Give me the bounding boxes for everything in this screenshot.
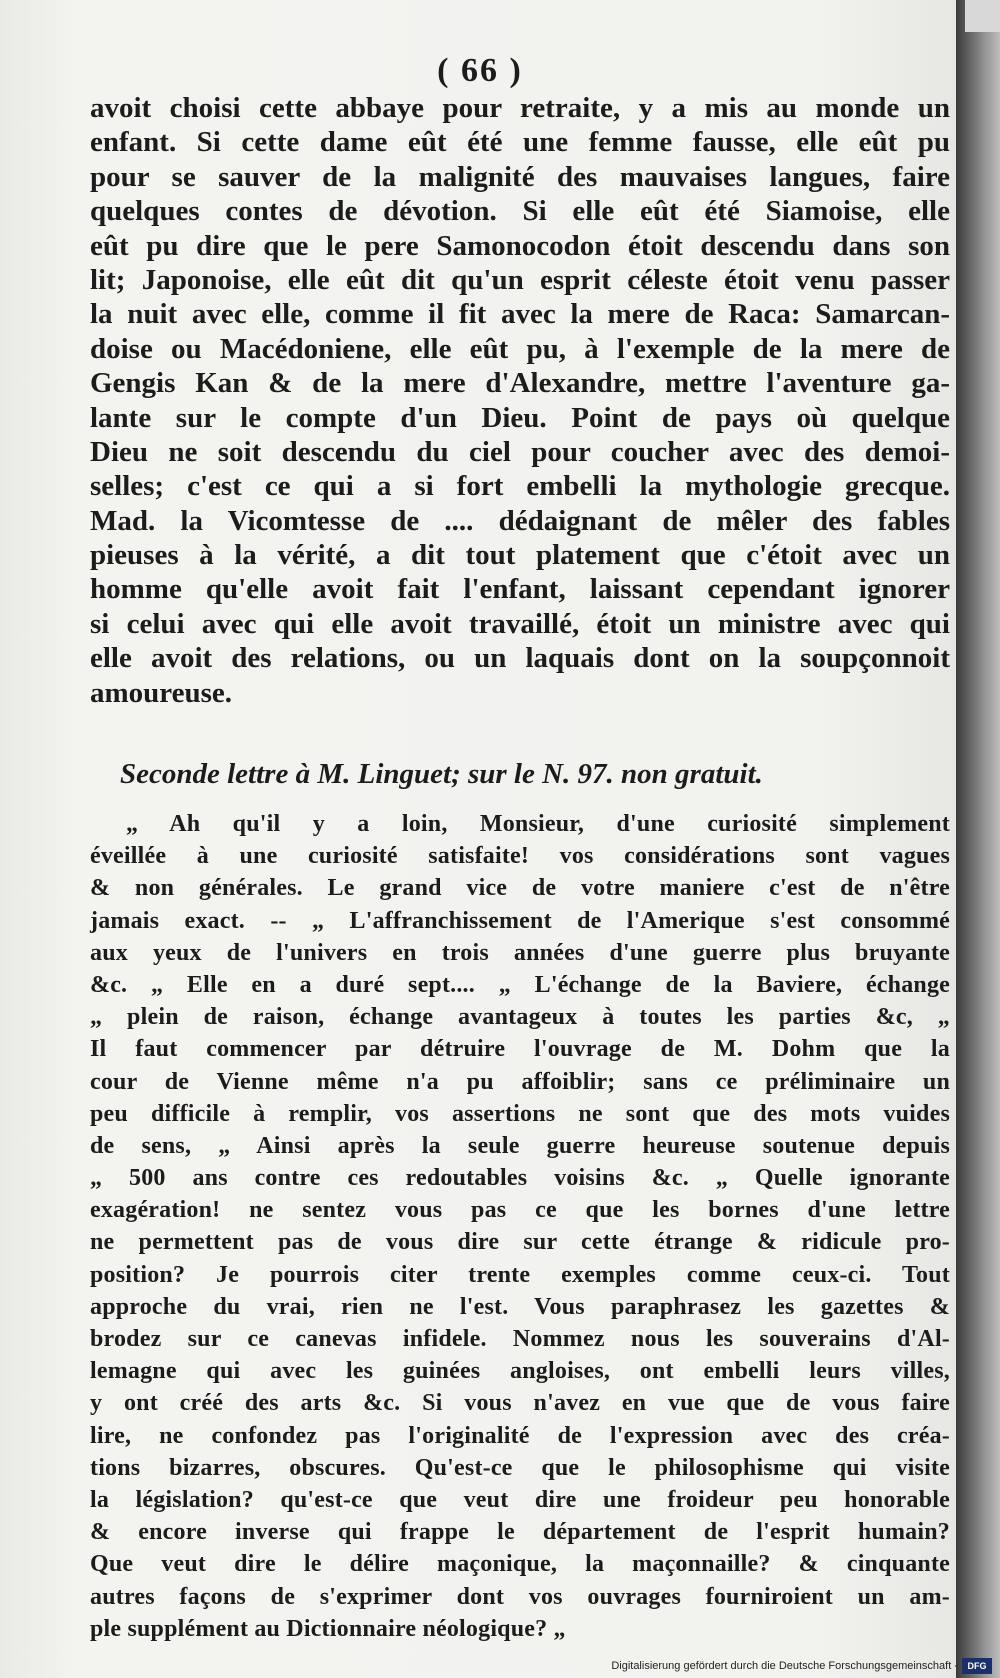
text-line: avoit choisi cette abbaye pour retraite, y a mis au monde un bbox=[90, 92, 950, 124]
text-line: lemagne qui avec les guinées angloises, ont embelli leurs villes, bbox=[90, 1358, 950, 1385]
text-line: Gengis Kan & de la mere d'Alexandre, mettre l'aventure ga- bbox=[90, 367, 950, 400]
text-line: & non générales. Le grand vice de votre maniere c'est de n'être bbox=[90, 875, 950, 902]
text-line: &c. „ Elle en a duré sept.... „ L'échange de la Baviere, échange bbox=[90, 971, 950, 998]
text-line: la législation? qu'est-ce que veut dire une froideur peu honorable bbox=[90, 1486, 950, 1513]
text-line: enfant. Si cette dame eût été une femme fausse, elle eût pu bbox=[90, 126, 950, 159]
digitization-credit: Digitalisierung gefördert durch die Deutsche Forschungsgemeinschaft - bbox=[611, 1660, 958, 1672]
text-line: Que veut dire le délire maçonique, la maçonnaille? & cinquante bbox=[90, 1551, 950, 1578]
text-line: y ont créé des arts &c. Si vous n'avez en vue que de vous faire bbox=[90, 1390, 950, 1417]
paragraph-1 bbox=[90, 91, 950, 710]
text-line: pour se sauver de la malignité des mauvaises langues, faire bbox=[90, 160, 950, 193]
text-line: de sens, „ Ainsi après la seule guerre heureuse soutenue depuis bbox=[90, 1132, 950, 1159]
text-line: position? Je pourrois citer trente exemples comme ceux-ci. Tout bbox=[90, 1261, 950, 1288]
text-line: tions bizarres, obscures. Qu'est-ce que le philosophisme qui visite bbox=[90, 1454, 950, 1481]
text-line: „ 500 ans contre ces redoutables voisins &c. „ Quelle ignorante bbox=[90, 1165, 950, 1192]
text-line: lante sur le compte d'un Dieu. Point de pays où quelque bbox=[90, 401, 950, 434]
text-line: ple supplément au Dictionnaire néologique? „ bbox=[90, 1615, 566, 1642]
text-line: lit; Japonoise, elle eût dit qu'un esprit céleste étoit venu passer bbox=[90, 263, 950, 296]
text-line: si celui avec qui elle avoit travaillé, étoit un ministre avec qui bbox=[90, 607, 950, 640]
text-line: doise ou Macédoniene, elle eût pu, à l'exemple de la mere de bbox=[90, 332, 950, 365]
page-edge-top bbox=[965, 0, 1000, 32]
text-line: éveillée à une curiosité satisfaite! vos considérations sont vagues bbox=[90, 843, 950, 870]
text-line: brodez sur ce canevas infidele. Nommez nous les souverains d'Al- bbox=[90, 1326, 950, 1352]
text-line: amoureuse. bbox=[90, 676, 233, 709]
text-line: approche du vrai, rien ne l'est. Vous paraphrasez les gazettes & bbox=[90, 1293, 950, 1320]
text-line: quelques contes de dévotion. Si elle eût été Siamoise, elle bbox=[90, 195, 950, 228]
text-line: jamais exact. -- „ L'affranchissement de l'Amerique s'est consommé bbox=[90, 907, 950, 934]
dfg-logo: DFG bbox=[962, 1658, 992, 1674]
text-line: la nuit avec elle, comme il fit avec la mere de Raca: Samarcan- bbox=[90, 298, 950, 331]
text-line: aux yeux de l'univers en trois années d'une guerre plus bruyante bbox=[90, 939, 950, 966]
text-line: „ plein de raison, échange avantageux à toutes les parties &c, „ bbox=[90, 1004, 950, 1031]
text-line: selles; c'est ce qui a si fort embelli la mythologie grecque. bbox=[90, 470, 950, 503]
text-line: homme qu'elle avoit fait l'enfant, laissant cependant ignorer bbox=[90, 573, 950, 606]
paragraph-2 bbox=[90, 808, 950, 1645]
text-line: pieuses à la vérité, a dit tout platement que c'étoit avec un bbox=[90, 539, 950, 572]
text-line: Mad. la Vicomtesse de .... dédaignant de mêler des fables bbox=[90, 504, 950, 537]
page-number: ( 66 ) bbox=[437, 52, 523, 89]
text-line: & encore inverse qui frappe le département de l'esprit humain? bbox=[90, 1519, 950, 1546]
page-edge-shadow bbox=[956, 0, 1000, 1678]
text-line: autres façons de s'exprimer dont vos ouvrages fourniroient un am- bbox=[90, 1583, 950, 1610]
text-line: lire, ne confondez pas l'originalité de l'expression avec des créa- bbox=[90, 1422, 950, 1449]
text-line: exagération! ne sentez vous pas ce que les bornes d'une lettre bbox=[90, 1197, 950, 1224]
text-line: ne permettent pas de vous dire sur cette étrange & ridicule pro- bbox=[90, 1229, 950, 1256]
text-line: peu difficile à remplir, vos assertions ne sont que des mots vuides bbox=[90, 1100, 950, 1127]
text-line: Il faut commencer par détruire l'ouvrage de M. Dohm que la bbox=[90, 1036, 950, 1063]
text-line: „ Ah qu'il y a loin, Monsieur, d'une curiosité simplement bbox=[126, 811, 950, 837]
text-line: eût pu dire que le pere Samonocodon étoit descendu dans son bbox=[90, 229, 950, 262]
text-line: Dieu ne soit descendu du ciel pour coucher avec des demoi- bbox=[90, 435, 950, 468]
section-heading: Seconde lettre à M. Linguet; sur le N. 97. non gratuit. bbox=[120, 758, 763, 790]
text-line: cour de Vienne même n'a pu affoiblir; sans ce préliminaire un bbox=[90, 1068, 950, 1095]
text-line: elle avoit des relations, ou un laquais dont on la soupçonnoit bbox=[90, 642, 950, 675]
